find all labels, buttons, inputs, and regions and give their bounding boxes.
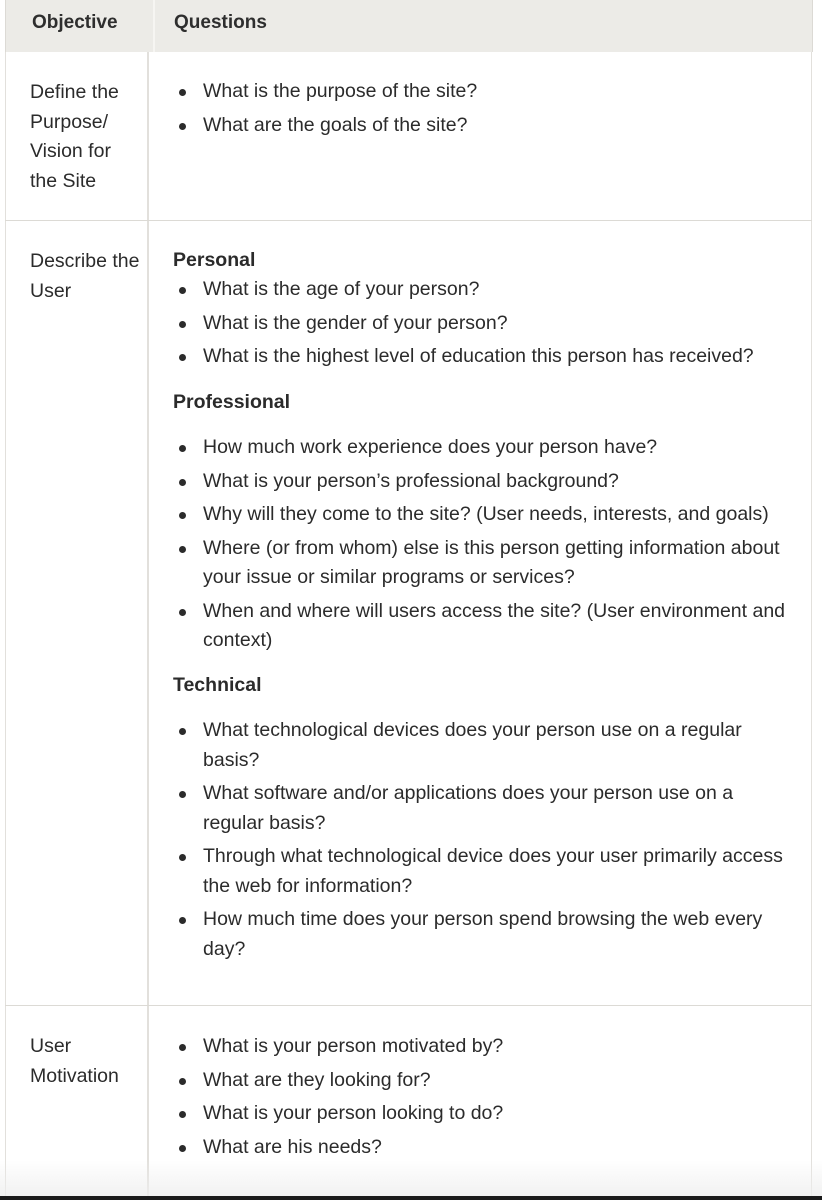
section-heading-professional: Professional xyxy=(173,391,291,413)
section-heading-personal: Personal xyxy=(173,249,256,271)
table-header xyxy=(5,0,813,52)
professional-questions xyxy=(173,433,798,660)
list-item: How much work experience does your person have? xyxy=(173,433,798,463)
list-item: Through what technological device does your user primarily access the web for information? xyxy=(173,842,798,901)
question-list xyxy=(173,275,798,372)
row-1-questions xyxy=(173,77,798,144)
header-objective: Objective xyxy=(32,12,118,33)
table-left-border xyxy=(5,52,6,1200)
row-divider xyxy=(5,1005,812,1006)
column-divider xyxy=(147,52,149,1200)
question-list xyxy=(173,1032,798,1162)
question-list xyxy=(173,77,798,140)
list-item: How much time does your person spend browsing the web every day? xyxy=(173,905,798,964)
row-1-objective: Define the Purpose/ Vision for the Site xyxy=(30,81,119,192)
list-item: What is your person’s professional background? xyxy=(173,467,798,497)
list-item: Why will they come to the site? (User needs, interests, and goals) xyxy=(173,500,798,530)
list-item: What is your person motivated by? xyxy=(173,1032,798,1062)
list-item: What software and/or applications does your person use on a regular basis? xyxy=(173,779,798,838)
header-divider xyxy=(153,0,155,52)
row-divider xyxy=(5,220,812,221)
professional-section xyxy=(173,388,798,417)
list-item: When and where will users access the site? (User environment and context) xyxy=(173,597,798,656)
row-2-objective: Describe the User xyxy=(30,250,140,302)
list-item: What is the gender of your person? xyxy=(173,309,798,339)
bottom-edge xyxy=(0,1196,822,1200)
list-item: What is the purpose of the site? xyxy=(173,77,798,107)
row-3-objective: User Motivation xyxy=(30,1035,119,1087)
question-list xyxy=(173,433,798,656)
list-item: What are the goals of the site? xyxy=(173,111,798,141)
list-item: What are they looking for? xyxy=(173,1066,798,1096)
list-item: What is the age of your person? xyxy=(173,275,798,305)
list-item: What are his needs? xyxy=(173,1133,798,1163)
question-list xyxy=(173,716,798,964)
personal-section xyxy=(173,246,798,376)
technical-section xyxy=(173,671,798,700)
list-item: Where (or from whom) else is this person getting information about your issue or similar programs or services? xyxy=(173,534,798,593)
table-right-border xyxy=(811,52,812,1200)
section-heading-technical: Technical xyxy=(173,674,262,696)
header-questions: Questions xyxy=(174,12,267,33)
list-item: What technological devices does your person use on a regular basis? xyxy=(173,716,798,775)
list-item: What is your person looking to do? xyxy=(173,1099,798,1129)
row-3-questions xyxy=(173,1032,798,1166)
list-item: What is the highest level of education this person has received? xyxy=(173,342,798,372)
bottom-fade xyxy=(0,1160,822,1200)
technical-questions xyxy=(173,716,798,968)
